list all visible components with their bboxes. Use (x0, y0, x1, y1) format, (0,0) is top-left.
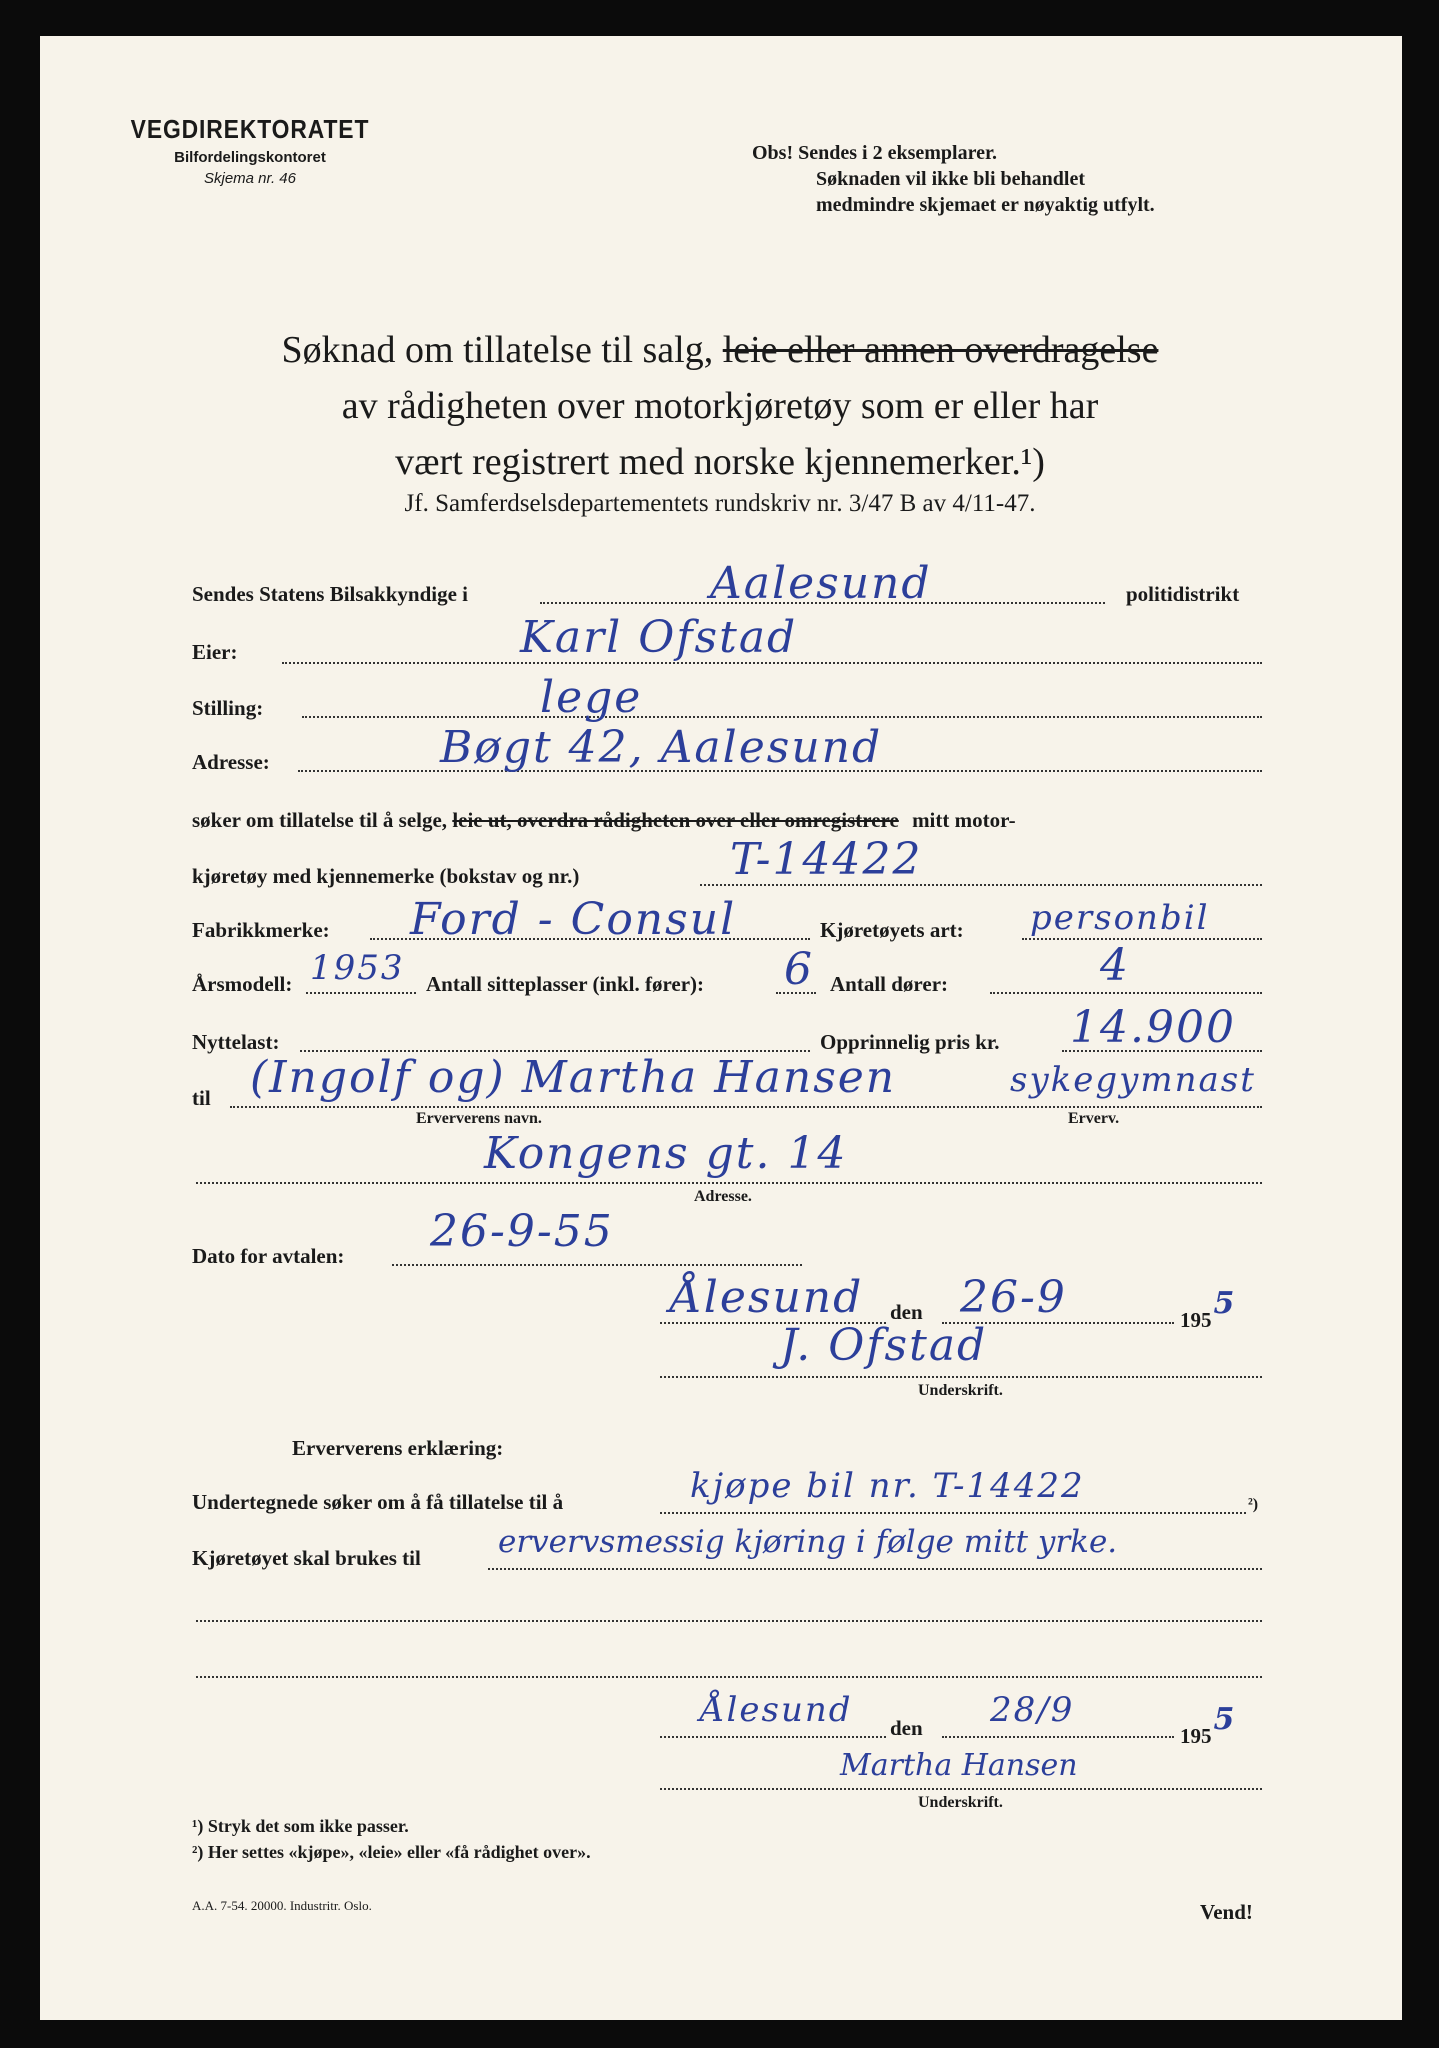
buyer-caption: Erververens navn. (416, 1110, 542, 1127)
doors-label: Antall dører: (830, 972, 949, 996)
title-line: Søknad om tillatelse til salg, (281, 329, 714, 371)
declaration-heading: Erververens erklæring: (292, 1436, 504, 1460)
year-1-prefix: 195 (1180, 1308, 1212, 1332)
year-2-suffix: 5 (1213, 1702, 1237, 1737)
to-label: til (192, 1086, 211, 1110)
title-line: vært registrert med norske kjennemerker.¹) (395, 441, 1045, 483)
printer-line: A.A. 7-54. 20000. Industritr. Oslo. (192, 1898, 372, 1913)
buyer-address: Kongens gt. 14 (484, 1128, 848, 1179)
year-value: 1953 (310, 948, 405, 988)
notice-block (752, 140, 1155, 218)
year-1 (1180, 1286, 1237, 1335)
declaration-note: ²) (1248, 1496, 1259, 1513)
reference-line: Jf. Samferdselsdepartementets rundskriv nr. 3/47 B av 4/11-47. (404, 490, 1036, 517)
title-line: av rådigheten over motorkjøretøy som er eller har (341, 385, 1099, 427)
office-name: Bilfordelingskontoret (174, 149, 326, 166)
position-value: lege (540, 672, 643, 723)
apply-text (192, 808, 1016, 833)
apply-text-struck: leie ut, overdra rådigheten over eller omregistrere (452, 808, 899, 832)
owner-label: Eier: (192, 640, 238, 664)
signature-1: J. Ofstad (780, 1320, 988, 1371)
declaration-line1-label: Undertegnede søker om å få tillatelse til å (192, 1490, 564, 1514)
type-value: personbil (1030, 898, 1210, 938)
declaration-line2-value: ervervsmessig kjøring i følge mitt yrke. (498, 1524, 1118, 1560)
payload-label: Nyttelast: (192, 1030, 280, 1054)
apply-text-a: søker om tillatelse til å selge, (192, 808, 448, 832)
make-label: Fabrikkmerke: (192, 918, 330, 942)
price-value: 14.900 (1070, 1002, 1236, 1053)
form-number: Skjema nr. 46 (204, 170, 296, 187)
apply-text-b: mitt motor- (912, 808, 1016, 832)
declaration-line2-label: Kjøretøyet skal brukes til (192, 1546, 421, 1570)
form-title (130, 322, 1310, 490)
year-2 (1180, 1702, 1237, 1751)
turn-page-label: Vend! (1200, 1900, 1253, 1924)
seats-label: Antall sitteplasser (inkl. fører): (426, 972, 705, 996)
signature-2-caption: Underskrift. (918, 1794, 1003, 1811)
place-2: Ålesund (700, 1690, 853, 1730)
den-1: den (890, 1300, 923, 1324)
year-label: Årsmodell: (192, 972, 293, 996)
position-label: Stilling: (192, 696, 264, 720)
declaration-line1-value: kjøpe bil nr. T-14422 (690, 1466, 1085, 1506)
den-2: den (890, 1716, 923, 1740)
plate-value: T-14422 (730, 834, 923, 885)
doors-value: 4 (1100, 940, 1130, 991)
seats-value: 6 (784, 944, 814, 995)
year-2-prefix: 195 (1180, 1724, 1212, 1748)
notice-line: Søknaden vil ikke bli behandlet (816, 168, 1085, 190)
buyer-occupation: sykegymnast (1010, 1060, 1256, 1100)
title-struck: leie eller annen overdragelse (722, 329, 1159, 371)
send-to-label: Sendes Statens Bilsakkyndige i (192, 582, 468, 606)
send-to-value: Aalesund (710, 558, 932, 609)
agency-block (100, 114, 400, 187)
notice-line: Obs! Sendes i 2 eksemplarer. (752, 142, 998, 164)
year-1-suffix: 5 (1213, 1286, 1237, 1321)
address-value: Bøgt 42, Aalesund (440, 722, 883, 773)
plate-label: kjøretøy med kjennemerke (bokstav og nr.) (192, 864, 580, 888)
district-label: politidistrikt (1126, 582, 1240, 606)
date-2: 28/9 (990, 1690, 1075, 1730)
date-value: 26-9-55 (430, 1206, 614, 1257)
make-value: Ford - Consul (410, 894, 737, 945)
signature-1-caption: Underskrift. (918, 1382, 1003, 1399)
date-label: Dato for avtalen: (192, 1244, 345, 1268)
place-1: Ålesund (670, 1272, 864, 1323)
notice-line: medmindre skjemaet er nøyaktig utfylt. (816, 194, 1155, 216)
footnote-1: ¹) Stryk det som ikke passer. (192, 1816, 409, 1836)
owner-value: Karl Ofstad (520, 612, 798, 663)
footnote-2: ²) Her settes «kjøpe», «leie» eller «få rådighet over». (192, 1842, 591, 1862)
address-caption: Adresse. (694, 1188, 752, 1205)
date-1: 26-9 (960, 1272, 1067, 1323)
type-label: Kjøretøyets art: (820, 918, 964, 942)
price-label: Opprinnelig pris kr. (820, 1030, 1000, 1054)
buyer-value: (Ingolf og) Martha Hansen (250, 1052, 897, 1103)
address-label: Adresse: (192, 750, 270, 774)
occupation-caption: Erverv. (1068, 1110, 1120, 1127)
signature-2: Martha Hansen (840, 1748, 1078, 1783)
agency-name: VEGDIREKTORATET (130, 114, 370, 144)
